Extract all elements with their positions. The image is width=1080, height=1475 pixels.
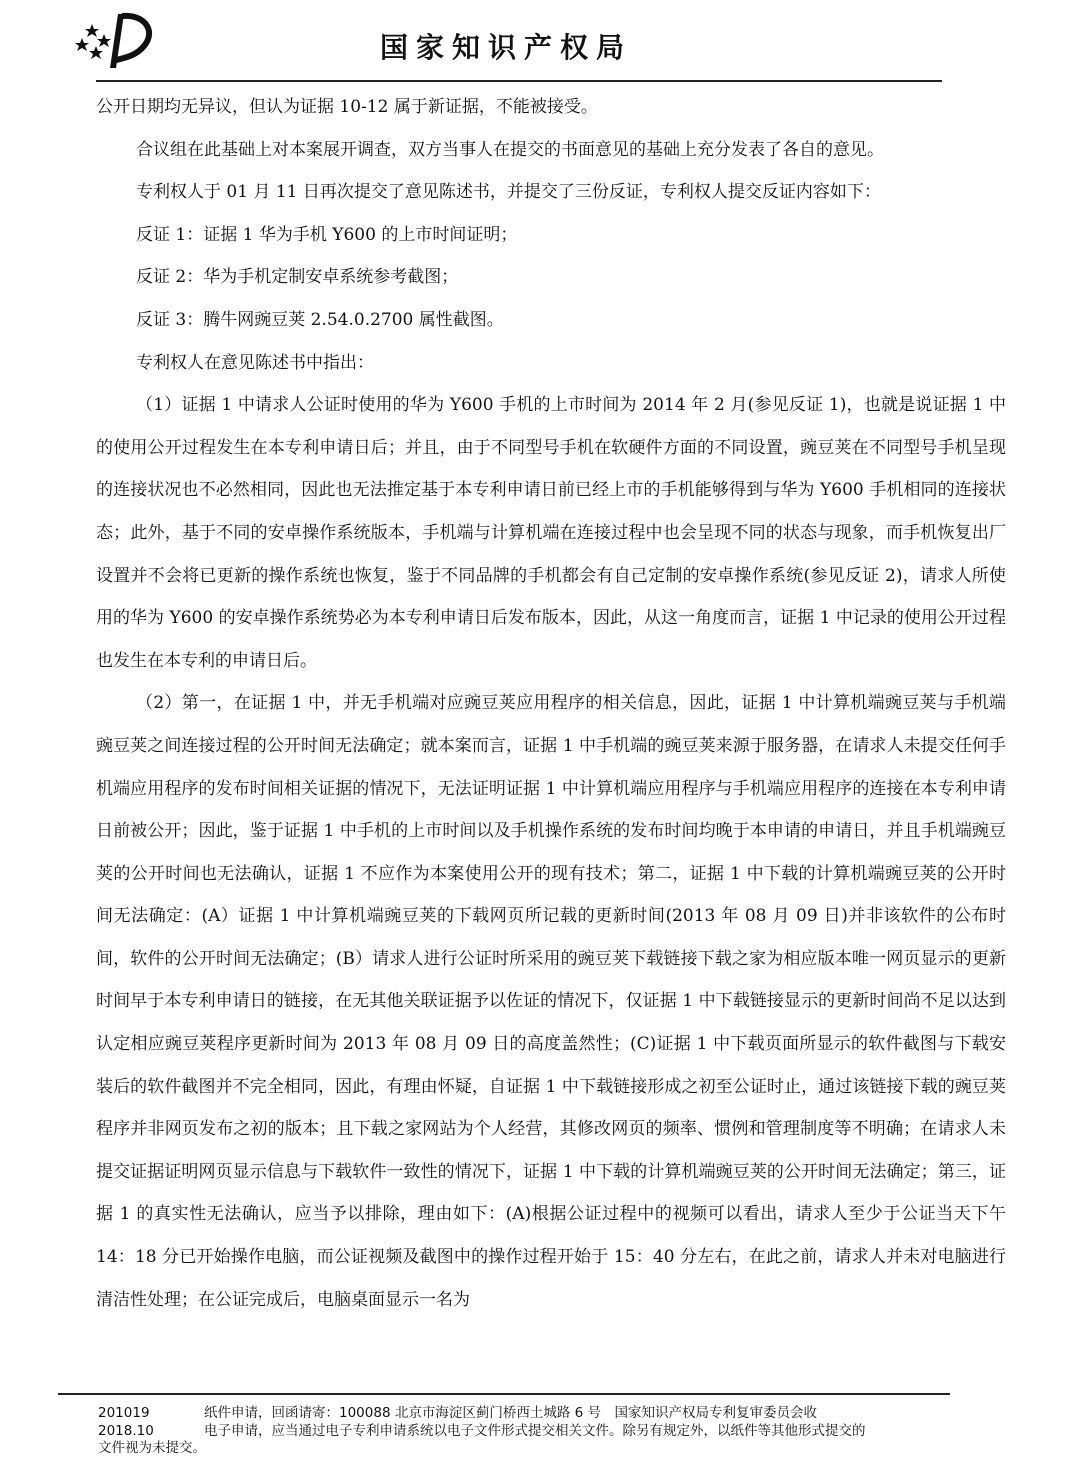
footer-mail-note: 纸件申请，回函请寄：100088 北京市海淀区蓟门桥西土城路 6 号 国家知识产权局专利复审委员会收 <box>204 1405 817 1421</box>
paragraph-5: 反证 2：华为手机定制安卓系统参考截图； <box>136 267 459 288</box>
paragraph-1: 公开日期均无异议，但认为证据 10-12 属于新证据，不能被接受。 <box>96 97 598 117</box>
footer <box>98 1405 1008 1458</box>
paragraph-8: （1）证据 1 中请求人公证时使用的华为 Y600 手机的上市时间为 2014 年 2 月(参见反证 1)，也就是说证据 1 中的使用公开过程发生在本专利申请日后；并且，由于不同型号手机在软硬件方面的不同设置，豌豆荚在不同型号手机呈现的连接状况也不必然相同，因此也无法推定基于本专利申请日前已经上市的手机能够得到与华为 Y600 手机相同的连接状态；此外，基于不同的安卓操作系统版本，手机端与计算机端在连接过程中也会呈现不同的状态与现象，而手机恢复出厂设置并不会将已更新的操作系统也恢复，鉴于不同品牌的手机都会有自己定制的安卓操作系统(参见反证 2)，请求人所使用的华为 Y600 的安卓操作系统势必为本专利申请日后发布版本，因此，从这一角度而言，证据 1 中记录的使用公开过程也发生在本专利的申请日后。 <box>96 395 1006 671</box>
paragraph-6: 反证 3：腾牛网豌豆荚 2.54.0.2700 属性截图。 <box>136 309 504 330</box>
footer-electronic-note: 电子申请，应当通过电子专利申请系统以电子文件形式提交相关文件。除另有规定外，以纸件等其他形式提交的 <box>204 1422 866 1439</box>
paragraph-4: 反证 1：证据 1 华为手机 Y600 的上市时间证明； <box>136 224 518 245</box>
paragraph-3: 专利权人于 01 月 11 日再次提交了意见陈述书，并提交了三份反证，专利权人提交反证内容如下： <box>136 182 881 203</box>
paragraph-9: （2）第一，在证据 1 中，并无手机端对应豌豆荚应用程序的相关信息，因此，证据 1 中计算机端豌豆荚与手机端豌豆荚之间连接过程的公开时间无法确定；就本案而言，证据 1 中手机端的豌豆荚来源于服务器，在请求人未提交任何手机端应用程序的发布时间相关证据的情况下，无法证明证据 1 中计算机端应用程序与手机端应用程序的连接在本专利申请日前被公开；因此，鉴于证据 1 中手机的上市时间以及手机操作系统的发布时间均晚于本申请的申请日，并且手机端豌豆荚的公开时间也无法确认，证据 1 不应作为本案使用公开的现有技术；第二，证据 1 中下载的计算机端豌豆荚的公开时间无法确定：(A）证据 1 中计算机端豌豆荚的下载网页所记载的更新时间(2013 年 08 月 09 日)并非该软件的公布时间，软件的公开时间无法确定；(B）请求人进行公证时所采用的豌豆荚下载链接下载之家为相应版本唯一网页显示的更新时间早于本专利申请日的链接，在无其他关联证据予以佐证的情况下，仅证据 1 中下载链接显示的更新时间尚不足以达到认定相应豌豆荚程序更新时间为 2013 年 08 月 09 日的高度盖然性；(C)证据 1 中下载页面所显示的软件截图与下载安装后的软件截图并不完全相同，因此，有理由怀疑，自证据 1 中下载链接形成之初至公证时止，通过该链接下载的豌豆荚程序并非网页发布之初的版本；且下载之家网站为个人经营，其修改网页的频率、惯例和管理制度等不明确；在请求人未提交证据证明网页显示信息与下载软件一致性的情况下，证据 1 中下载的计算机端豌豆荚的公开时间无法确定；第三，证据 1 的真实性无法确认，应当予以排除，理由如下：(A)根据公证过程中的视频可以看出，请求人至少于公证当天下午 14：18 分已开始操作电脑，而公证视频及截图中的操作过程开始于 15：40 分左右，在此之前，请求人并未对电脑进行清洁性处理；在公证完成后，电脑桌面显示一名为 <box>96 693 1006 1310</box>
document-body <box>96 86 1006 1321</box>
footer-electronic-note-continued: 文件视为未提交。 <box>98 1440 206 1456</box>
form-code: 201019 <box>98 1405 150 1421</box>
paragraph-2: 合议组在此基础上对本案展开调查，双方当事人在提交的书面意见的基础上充分发表了各自的意见。 <box>136 139 884 160</box>
footer-divider <box>58 1393 950 1395</box>
form-version: 2018.10 <box>98 1422 154 1439</box>
header-divider <box>96 80 942 82</box>
paragraph-7: 专利权人在意见陈述书中指出： <box>136 352 374 373</box>
office-name: 国家知识产权局 <box>380 31 633 64</box>
cnipa-emblem-icon <box>74 8 156 72</box>
